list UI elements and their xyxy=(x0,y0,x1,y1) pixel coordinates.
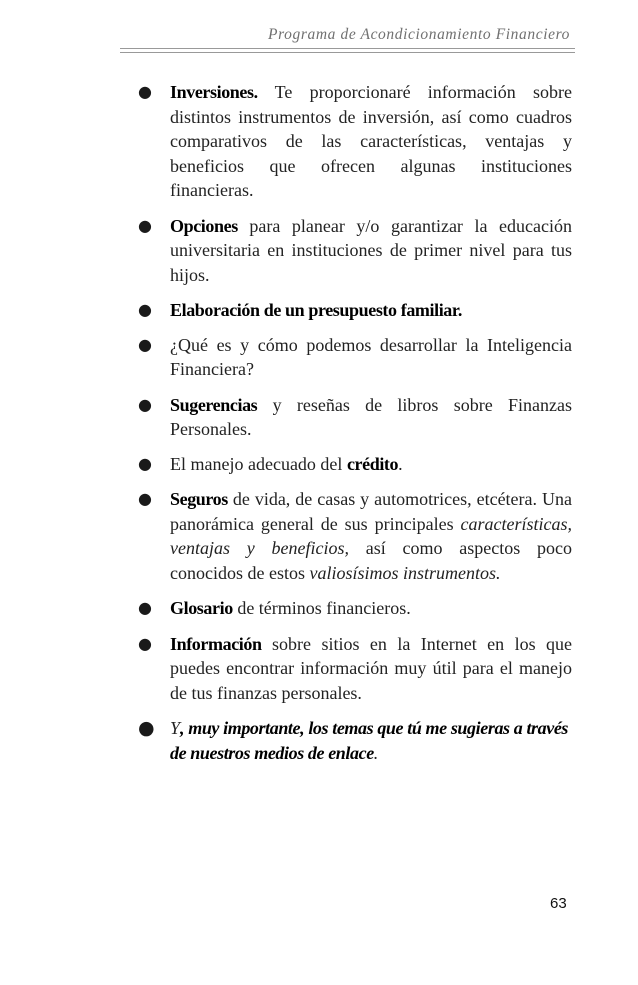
list-item-text: El manejo adecuado del crédito. xyxy=(170,453,403,474)
list-item xyxy=(138,452,572,477)
bullet-icon: ● xyxy=(138,717,155,739)
list-item xyxy=(138,393,572,442)
list-item-text: Glosario de términos financieros. xyxy=(170,598,411,618)
bullet-icon: ● xyxy=(138,598,152,617)
list-item-text: Elaboración de un presupuesto familiar. xyxy=(170,300,462,320)
list-item xyxy=(138,214,572,288)
list-item-text: ¿Qué es y cómo podemos desarrollar la Inteligencia Financiera? xyxy=(170,334,572,379)
list-item-text: Seguros de vida, de casas y automotrices, etcétera. Una panorámica general de sus principales características, ventajas y beneficios, así como aspectos poco conocidos de estos valiosísimos instrumentos. xyxy=(170,489,572,583)
header-rule xyxy=(120,48,575,53)
bullet-icon: ● xyxy=(138,633,152,653)
list-item-text: Inversiones. Te proporcionaré información sobre distintos instrumentos de inversión, así como cuadros comparativos de las características, ventajas y beneficios que ofrecen algunas instituciones financieras. xyxy=(170,82,572,200)
list-item-text: Sugerencias y reseñas de libros sobre Finanzas Personales. xyxy=(170,394,572,439)
list-item xyxy=(138,596,572,621)
list-item xyxy=(138,487,572,585)
list-item xyxy=(138,632,572,706)
list-item xyxy=(138,333,572,382)
list-item-text: Opciones para planear y/o garantizar la educación universitaria en instituciones de primer nivel para tus hijos. xyxy=(170,215,572,285)
bullet-icon: ● xyxy=(138,300,152,319)
bullet-icon: ● xyxy=(138,489,152,508)
list-item xyxy=(138,298,572,323)
bullet-icon: ● xyxy=(138,334,152,354)
page-number: 63 xyxy=(550,895,567,912)
list-item xyxy=(138,80,572,203)
bullet-list xyxy=(138,80,572,765)
running-header: Programa de Acondicionamiento Financiero xyxy=(268,26,570,43)
list-item-text: Información sobre sitios en la Internet en los que puedes encontrar información muy útil para el manejo de tus finanzas personales. xyxy=(170,633,572,703)
list-item-text: Y, muy importante, los temas que tú me sugieras a través de nuestros medios de enlace. xyxy=(170,718,569,763)
bullet-icon: ● xyxy=(138,82,152,101)
bullet-icon: ● xyxy=(138,215,152,235)
bullet-icon: ● xyxy=(138,453,152,473)
bullet-icon: ● xyxy=(138,394,152,414)
list-item xyxy=(138,716,572,765)
